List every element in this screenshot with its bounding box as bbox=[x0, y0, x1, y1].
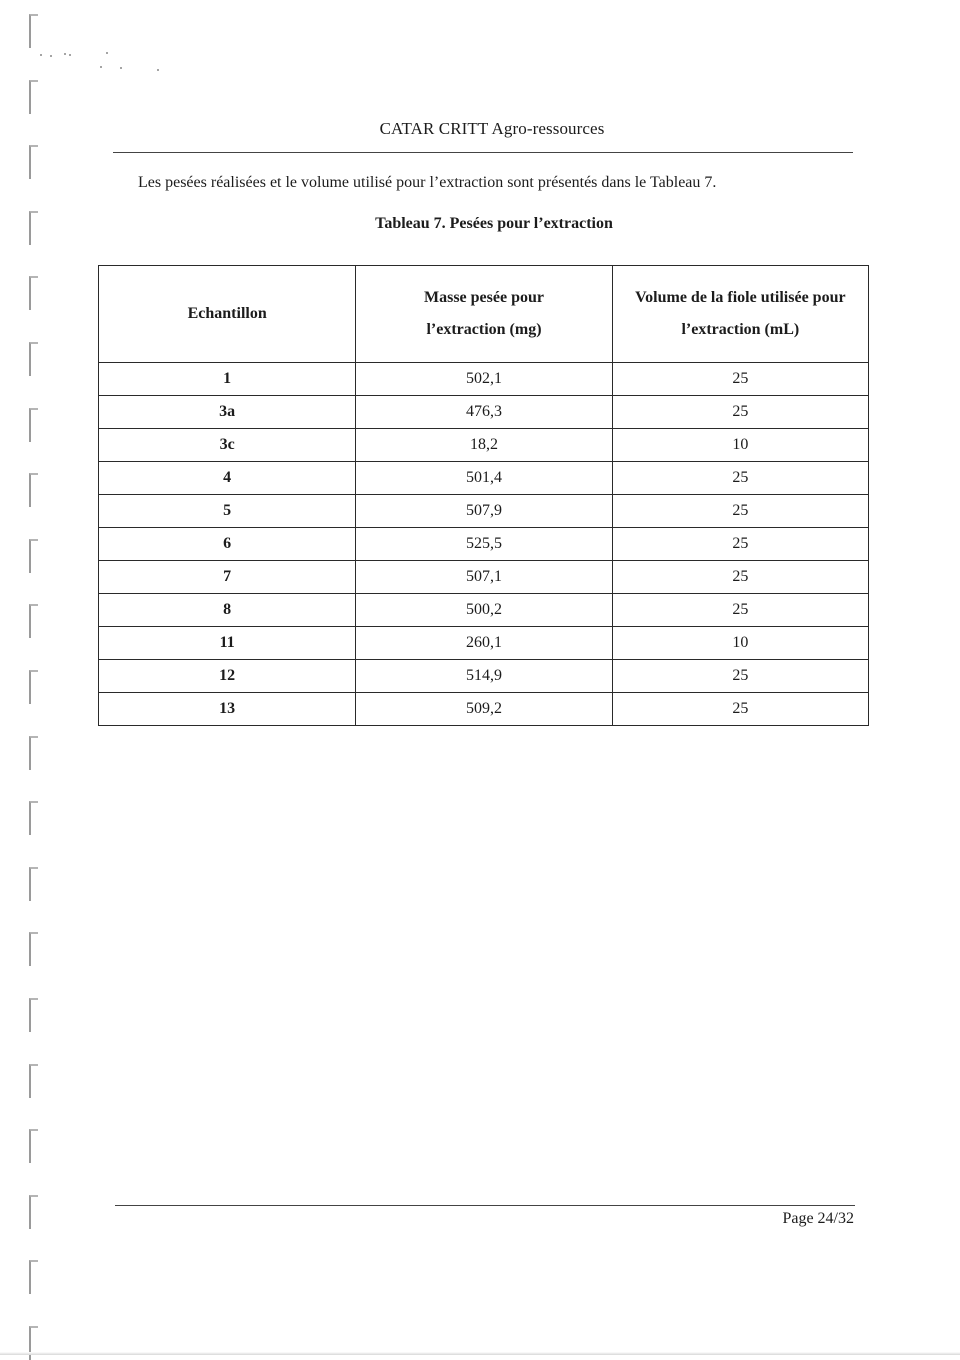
binding-hole-icon bbox=[29, 145, 38, 179]
header-volume-label: Volume de la fiole utilisée pour l’extraction (mL) bbox=[635, 289, 846, 338]
header-volume bbox=[612, 266, 868, 363]
weighings-table bbox=[98, 265, 869, 726]
binding-hole-icon bbox=[29, 736, 38, 770]
table-row bbox=[99, 462, 869, 495]
table-row bbox=[99, 495, 869, 528]
sample-cell: 3a bbox=[99, 396, 356, 429]
binding-hole-icon bbox=[29, 604, 38, 638]
footer-divider bbox=[115, 1205, 855, 1206]
table-row bbox=[99, 627, 869, 660]
table-row bbox=[99, 594, 869, 627]
sample-cell: 12 bbox=[99, 660, 356, 693]
volume-cell: 10 bbox=[612, 429, 868, 462]
mass-cell: 502,1 bbox=[356, 363, 612, 396]
mass-cell: 18,2 bbox=[356, 429, 612, 462]
intro-paragraph: Les pesées réalisées et le volume utilisé pour l’extraction sont présentés dans le Tableau 7. bbox=[138, 174, 717, 191]
binding-holes bbox=[0, 0, 48, 1355]
header-mass-label: Masse pesée pour l’extraction (mg) bbox=[423, 289, 544, 338]
volume-cell: 25 bbox=[612, 561, 868, 594]
header-title: CATAR CRITT Agro-ressources bbox=[379, 119, 605, 138]
mass-cell: 476,3 bbox=[356, 396, 612, 429]
binding-hole-icon bbox=[29, 408, 38, 442]
header-mass bbox=[356, 266, 612, 363]
binding-hole-icon bbox=[29, 670, 38, 704]
mass-cell: 507,9 bbox=[356, 495, 612, 528]
scan-specks bbox=[40, 50, 170, 80]
table-row bbox=[99, 561, 869, 594]
mass-cell: 260,1 bbox=[356, 627, 612, 660]
binding-hole-icon bbox=[29, 932, 38, 966]
sample-cell: 5 bbox=[99, 495, 356, 528]
mass-cell: 514,9 bbox=[356, 660, 612, 693]
sample-cell: 6 bbox=[99, 528, 356, 561]
sample-cell: 7 bbox=[99, 561, 356, 594]
sample-cell: 11 bbox=[99, 627, 356, 660]
header-sample-label: Echantillon bbox=[187, 305, 267, 322]
binding-hole-icon bbox=[29, 80, 38, 114]
page-number: Page 24/32 bbox=[782, 1210, 854, 1227]
binding-hole-icon bbox=[29, 342, 38, 376]
volume-cell: 10 bbox=[612, 627, 868, 660]
binding-hole-icon bbox=[29, 1129, 38, 1163]
binding-hole-icon bbox=[29, 14, 38, 48]
table-row bbox=[99, 660, 869, 693]
mass-cell: 501,4 bbox=[356, 462, 612, 495]
volume-cell: 25 bbox=[612, 396, 868, 429]
binding-hole-icon bbox=[29, 801, 38, 835]
binding-hole-icon bbox=[29, 1064, 38, 1098]
binding-hole-icon bbox=[29, 998, 38, 1032]
table-row bbox=[99, 363, 869, 396]
table-row bbox=[99, 429, 869, 462]
table-row bbox=[99, 396, 869, 429]
header-divider bbox=[113, 152, 853, 153]
volume-cell: 25 bbox=[612, 495, 868, 528]
volume-cell: 25 bbox=[612, 363, 868, 396]
mass-cell: 509,2 bbox=[356, 693, 612, 726]
binding-hole-icon bbox=[29, 473, 38, 507]
binding-hole-icon bbox=[29, 276, 38, 310]
sample-cell: 1 bbox=[99, 363, 356, 396]
binding-hole-icon bbox=[29, 539, 38, 573]
volume-cell: 25 bbox=[612, 528, 868, 561]
table-body bbox=[99, 363, 869, 726]
sample-cell: 13 bbox=[99, 693, 356, 726]
mass-cell: 525,5 bbox=[356, 528, 612, 561]
volume-cell: 25 bbox=[612, 693, 868, 726]
sample-cell: 8 bbox=[99, 594, 356, 627]
binding-hole-icon bbox=[29, 1195, 38, 1229]
mass-cell: 507,1 bbox=[356, 561, 612, 594]
sample-cell: 3c bbox=[99, 429, 356, 462]
table-caption: Tableau 7. Pesées pour l’extraction bbox=[375, 215, 613, 232]
binding-hole-icon bbox=[29, 1260, 38, 1294]
table-row bbox=[99, 693, 869, 726]
mass-cell: 500,2 bbox=[356, 594, 612, 627]
volume-cell: 25 bbox=[612, 462, 868, 495]
header-sample bbox=[99, 266, 356, 363]
volume-cell: 25 bbox=[612, 660, 868, 693]
table-header-row bbox=[99, 266, 869, 363]
volume-cell: 25 bbox=[612, 594, 868, 627]
binding-hole-icon bbox=[29, 867, 38, 901]
table-row bbox=[99, 528, 869, 561]
sample-cell: 4 bbox=[99, 462, 356, 495]
